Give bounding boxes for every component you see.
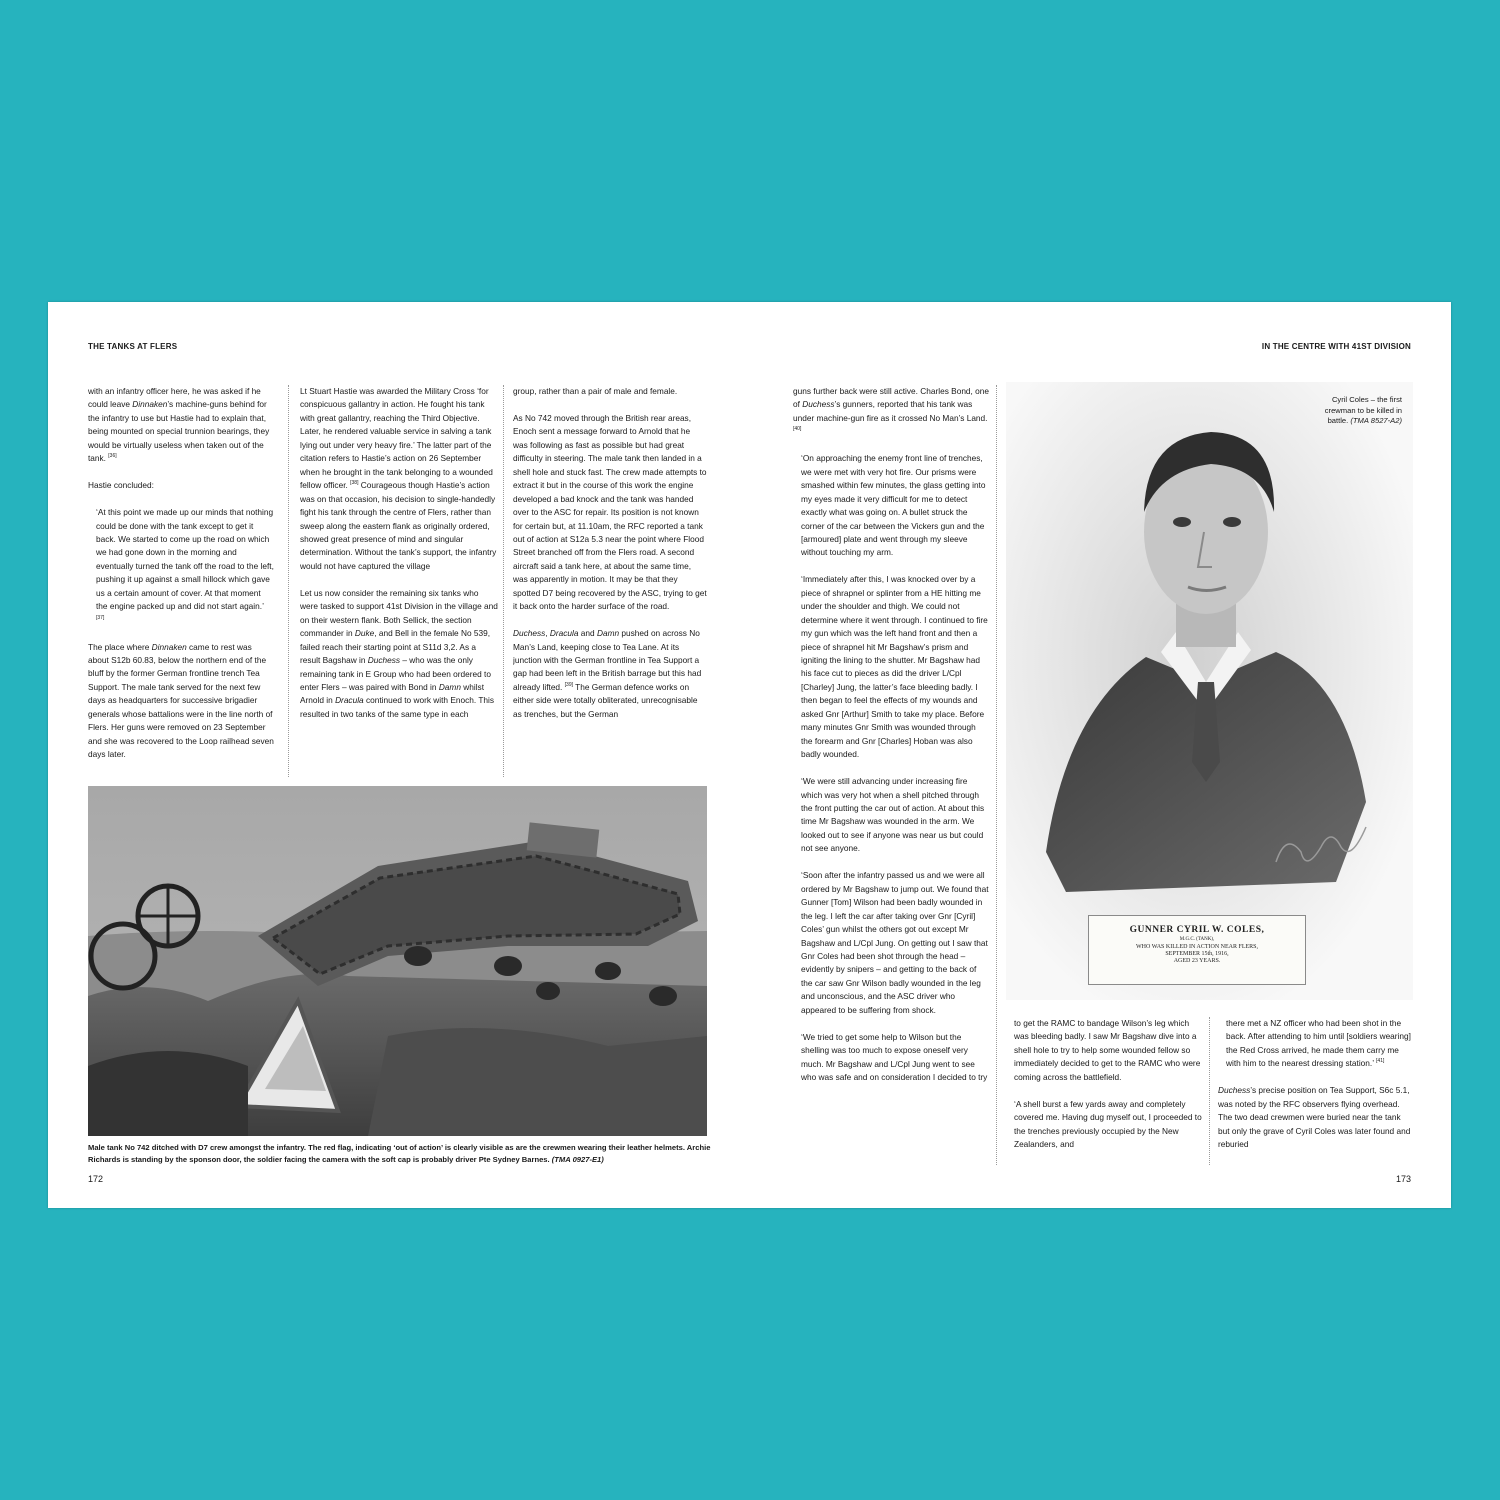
- left-page-number: 172: [88, 1174, 104, 1184]
- column-divider: [996, 385, 997, 1165]
- memorial-card-name: GUNNER CYRIL W. COLES,: [1129, 925, 1265, 935]
- left-page-column-2: [300, 385, 498, 777]
- right-page-column-2: [1006, 1017, 1202, 1167]
- column-divider: [288, 385, 289, 777]
- memorial-card-unit: M.G.C. (TANK),: [1179, 937, 1215, 942]
- memorial-card-line-3: AGED 23 YEARS.: [1173, 958, 1221, 964]
- portrait-caption-text: Cyril Coles – the first crewman to be killed in battle.: [1324, 395, 1402, 425]
- quote-paragraph: there met a NZ officer who had been shot in the back. After attending to him until [soldiers wearing] the Red Cross arrived, he made them carry me with him to the nearest dressing station.’ [41]: [1226, 1018, 1411, 1069]
- portrait-caption: [1316, 395, 1402, 427]
- magazine-spread: [48, 302, 1451, 1208]
- body-paragraph: Let us now consider the remaining six tanks who were tasked to support 41st Division in the village and on their western flank. Both Sellick, the section commander in Duke, and Bell in the female No 539, failed reach their starting point at S11d 3,2. As a result Bagshaw in Duchess – who was the only remaining tank in E Group who had been ordered to enter Flers – was paired with Bond in Damn whilst Arnold in Dracula continued to work with Enoch. This resulted in two tanks of the same type in each: [300, 587, 498, 719]
- body-paragraph: The place where Dinnaken came to rest was about S12b 60.83, below the northern end of the bluff by the former German frontline trench Tea Support. The male tank served for the next few days as headquarters for successive brigadier generals whose battalions were in the line north of Flers. Her guns were removed on 23 September and she was recovered to the Loop railhead seven days later.: [88, 641, 274, 760]
- left-running-head: THE TANKS AT FLERS: [88, 342, 178, 351]
- body-paragraph: Duchess’s precise position on Tea Support, S6c 5.1, was noted by the RFC observers flying overhead. The two dead crewmen were buried near the tank but only the grave of Cyril Coles was later found and reburied: [1218, 1085, 1411, 1150]
- quote-paragraph: ‘A shell burst a few yards away and completely covered me. Having dug myself out, I proceeded to the trenches previously occupied by the New Zealanders, and: [1014, 1098, 1202, 1150]
- portrait-photo: [1006, 382, 1413, 1000]
- left-page-column-1: [88, 385, 274, 777]
- right-page-column-1: [793, 385, 989, 1167]
- portrait-reference: (TMA 8527-A2): [1350, 416, 1402, 425]
- quote-paragraph: ‘Immediately after this, I was knocked over by a piece of shrapnel or splinter from a HE hitting me under the shoulder and thigh. We could not determine where it went through. I continued to fire my gun which was the left hand front and then a piece of shrapnel hit Mr Bagshaw’s prism and igniting the lining to the shutter. Mr Bagshaw had his face cut to pieces as did the driver L/Cpl [Charley] Jung, the latter’s face bleeding badly. I then began to feel the effects of my wounds and asked Gnr [Arthur] Smith to take my place. Before many minutes Gnr Smith was wounded through the forearm and Gnr [Charles] Hoban was also badly wounded.: [801, 574, 988, 760]
- portrait-photo-image: [1006, 382, 1413, 1000]
- quote-paragraph: ‘We tried to get some help to Wilson but the shelling was too much to expose oneself very much. Mr Bagshaw and L/Cpl Jung went to see who was safe and on consideration I decided to try: [801, 1031, 988, 1083]
- quote-paragraph: ‘On approaching the enemy front line of trenches, we were met with very hot fire. Our prisms were smashed within few minutes, the glass getting into my eyes made it very difficult for me to detect exactly what was going on. A bullet struck the corner of the car between the Vickers gun and the [armoured] plate and went through my sleeve without touching my arm.: [801, 453, 986, 558]
- quote-paragraph: ‘Soon after the infantry passed us and we were all ordered by Mr Bagshaw to jump out. We found that Gunner [Tom] Wilson had been badly wounded in the leg. I left the car after taking over Gnr [Cyril] Coles’ gun whilst the others got out except Mr Bagshaw and L/Cpl Jung. On getting out I saw that Gnr Coles had been shot through the head – evidently by snipers – and getting to the back of the car saw Gnr Wilson badly wounded in the leg and unconscious, and the ASC driver who appeared to be suffering from shock.: [801, 870, 989, 1015]
- memorial-card-line-1: WHO WAS KILLED IN ACTION NEAR FLERS,: [1135, 944, 1259, 950]
- body-paragraph: Lt Stuart Hastie was awarded the Military Cross ‘for conspicuous gallantry in action. He fought his tank with great gallantry, reaching the Third Objective. Later, he rendered valuable service in salving a tank lying out under very heavy fire.’ The latter part of the citation refers to Hastie’s action on 26 September when he brought in the tank belonging to a wounded fellow officer. [38] Courageous though Hastie’s action was on that occasion, his decision to single-handedly fight his tank through the centre of Flers, rather than sweep along the eastern flank as originally ordered, showed great presence of mind and singular determination. Without the tank’s support, the infantry would not have captured the village: [300, 386, 497, 571]
- tank-photo-reference: (TMA 0927-E1): [551, 1155, 604, 1164]
- column-divider: [503, 385, 504, 777]
- body-paragraph: with an infantry officer here, he was asked if he could leave Dinnaken’s machine-guns behind for the infantry to use but Hastie had to explain that, being mounted on special trunnion bearings, they would be virtually useless when taken out of the tank. [36]: [88, 386, 270, 464]
- body-paragraph: Duchess, Dracula and Damn pushed on across No Man’s Land, keeping close to Tea Lane. At its junction with the German frontline in Tea Support a gap had been left in the British barrage but this had already lifted. [39] The German defence works on either side were totally obliterated, unrecognisable as trenches, but the German: [513, 628, 702, 719]
- body-paragraph: Hastie concluded:: [88, 480, 154, 491]
- tank-photo-caption: [88, 1142, 712, 1166]
- body-paragraph: guns further back were still active. Charles Bond, one of Duchess’s gunners, reported that his tank was under machine-gun fire as it crossed No Man’s Land. [40]: [793, 386, 989, 433]
- quote-paragraph: ‘At this point we made up our minds that nothing could be done with the tank except to get it back. We started to come up the road on which we had gone down in the morning and eventually turned the tank off the road to the left, pushing it up against a small hillock which gave us a certain amount of cover. At that moment the engine packed up and did not start again.’ [37]: [96, 507, 274, 621]
- right-page-column-3: [1218, 1017, 1414, 1167]
- quote-paragraph: to get the RAMC to bandage Wilson’s leg which was bleeding badly. I saw Mr Bagshaw dive into a shell hole to try to help some wounded fellow so immediately decided to get to the RAMC who were coming across the battlefield.: [1014, 1018, 1201, 1082]
- right-running-head: IN THE CENTRE WITH 41ST DIVISION: [1261, 342, 1411, 351]
- body-paragraph: As No 742 moved through the British rear areas, Enoch sent a message forward to Arnold that he was following as fast as possible but had great difficulty in steering. The male tank then landed in a shell hole and stuck fast. The crew made attempts to extract it but in the course of this work the engine developed a bad knock and the tank was handed over to the ASC for repair. Its position is not known for certain but, at 11.10am, the RFC reported a tank out of action at S12a 5.3 near the point where Flood Street branched off from the Flers road. A second aircraft said a tank here, at about the same time, was apparently in motion. It may be that they spotted D7 being recovered by the ASC, trying to get it back onto the harder surface of the road.: [513, 412, 707, 612]
- column-divider: [1209, 1017, 1210, 1165]
- memorial-card-line-2: SEPTEMBER 15th, 1916,: [1165, 951, 1229, 957]
- memorial-card: [1088, 915, 1306, 985]
- body-paragraph: group, rather than a pair of male and female.: [513, 386, 678, 396]
- quote-paragraph: ‘We were still advancing under increasing fire which was very hot when a shell pitched through the front putting the car out of action. At about this time Mr Bagshaw was wounded in the arm. We looked out to see if anyone was near us but could not see anyone.: [801, 776, 985, 854]
- tank-photo: [88, 786, 707, 1136]
- right-page-number: 173: [1395, 1174, 1411, 1184]
- left-page-column-3: [513, 385, 707, 777]
- tank-photo-caption-text: Male tank No 742 ditched with D7 crew amongst the infantry. The red flag, indicating ‘out of action’ is clearly visible as are the crewmen wearing their leather helmets. Archie Richards is standing by the sponson door, the soldier facing the camera with the soft cap is probably driver Pte Sydney Barnes.: [88, 1143, 711, 1164]
- tank-photo-image: [88, 786, 707, 1136]
